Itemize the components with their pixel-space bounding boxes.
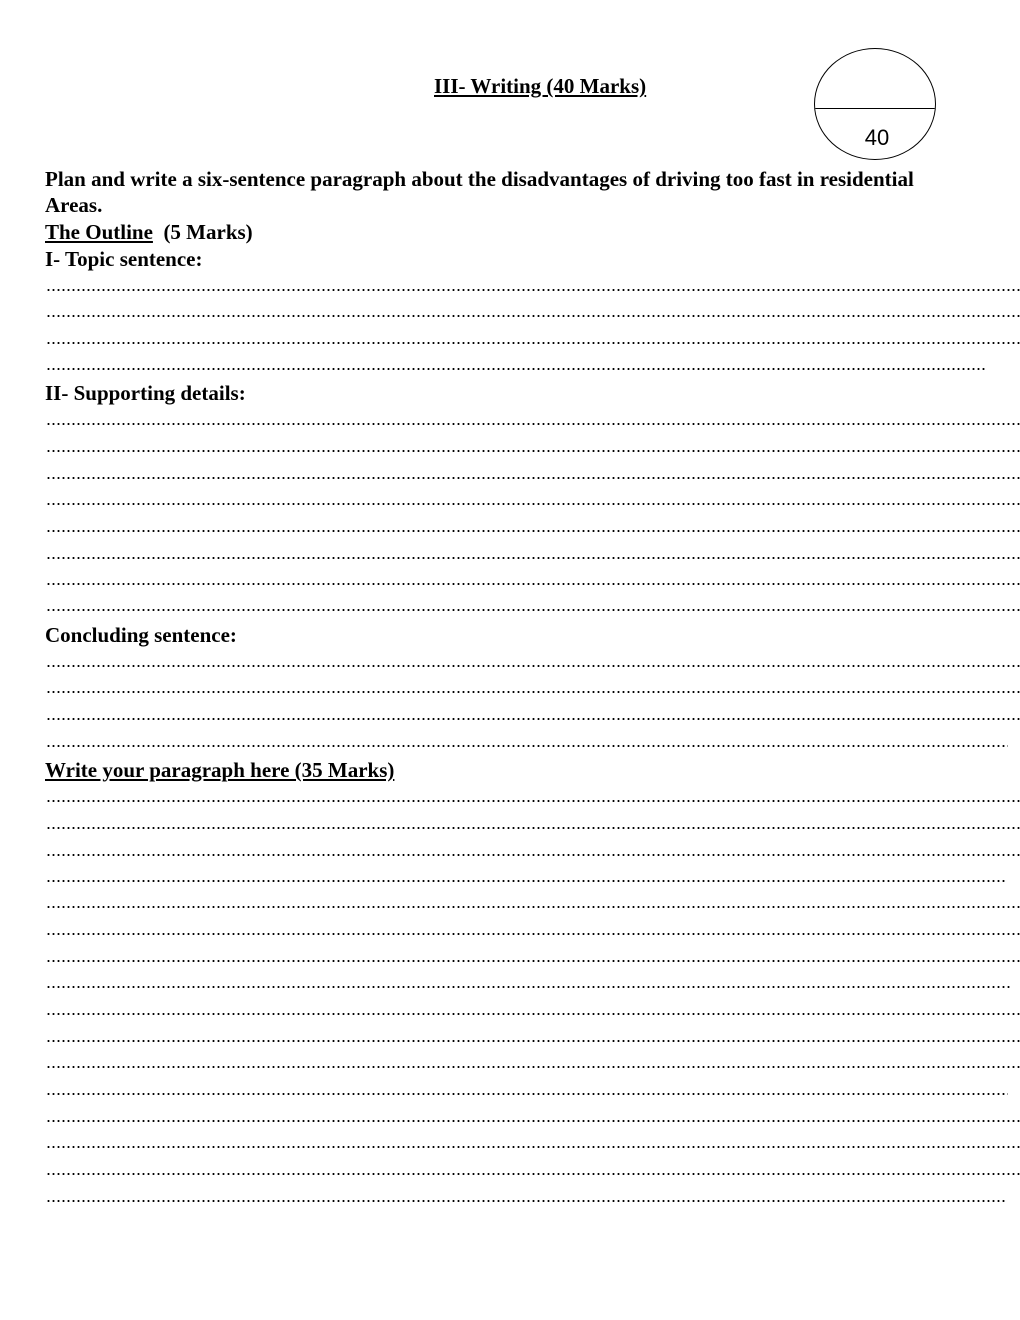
- paragraph-line-8[interactable]: [46, 986, 1012, 988]
- details-line-6[interactable]: [46, 557, 1020, 559]
- paragraph-line-2[interactable]: [46, 827, 1020, 829]
- topic-line-1[interactable]: [46, 289, 1020, 291]
- details-line-4[interactable]: [46, 503, 1020, 505]
- details-line-8[interactable]: [46, 609, 1020, 611]
- concluding-line-2[interactable]: [46, 691, 1020, 693]
- details-line-7[interactable]: [46, 583, 1020, 585]
- paragraph-line-13[interactable]: [46, 1120, 1020, 1122]
- writing-prompt: Plan and write a six-sentence paragraph about the disadvantages of driving too fast in residential Areas.: [45, 167, 914, 217]
- concluding-line-3[interactable]: [46, 718, 1020, 720]
- paragraph-line-1[interactable]: [46, 800, 1020, 802]
- total-marks: 40: [864, 125, 890, 150]
- paragraph-line-9[interactable]: [46, 1013, 1020, 1015]
- details-line-2[interactable]: [46, 450, 1020, 452]
- supporting-details-heading: II- Supporting details:: [45, 381, 246, 405]
- paragraph-line-12[interactable]: [46, 1093, 1008, 1095]
- paragraph-line-4[interactable]: [46, 880, 1006, 882]
- paragraph-line-3[interactable]: [46, 854, 1020, 856]
- topic-sentence-heading: I- Topic sentence:: [45, 247, 203, 271]
- paragraph-heading: Write your paragraph here (35 Marks): [45, 758, 395, 782]
- topic-line-2[interactable]: [46, 315, 1020, 317]
- paragraph-line-6[interactable]: [46, 933, 1020, 935]
- paragraph-line-16[interactable]: [46, 1200, 1006, 1202]
- topic-line-4[interactable]: [46, 368, 986, 370]
- score-circle: [814, 48, 936, 160]
- concluding-sentence-heading: Concluding sentence:: [45, 623, 237, 647]
- paragraph-line-10[interactable]: [46, 1040, 1020, 1042]
- outline-label: The Outline: [45, 220, 153, 244]
- topic-line-3[interactable]: [46, 342, 1020, 344]
- score-divider: [815, 108, 935, 109]
- section-title: III- Writing (40 Marks): [434, 74, 647, 98]
- outline-marks: (5 Marks): [163, 220, 253, 244]
- details-line-3[interactable]: [46, 477, 1020, 479]
- paragraph-line-14[interactable]: [46, 1146, 1020, 1148]
- details-line-5[interactable]: [46, 530, 1020, 532]
- paragraph-line-7[interactable]: [46, 960, 1020, 962]
- concluding-line-1[interactable]: [46, 665, 1020, 667]
- paragraph-line-5[interactable]: [46, 906, 1020, 908]
- details-line-1[interactable]: [46, 423, 1020, 425]
- paragraph-line-11[interactable]: [46, 1066, 1020, 1068]
- outline-heading: [45, 219, 253, 245]
- concluding-line-4[interactable]: [46, 745, 1008, 747]
- paragraph-line-15[interactable]: [46, 1173, 1020, 1175]
